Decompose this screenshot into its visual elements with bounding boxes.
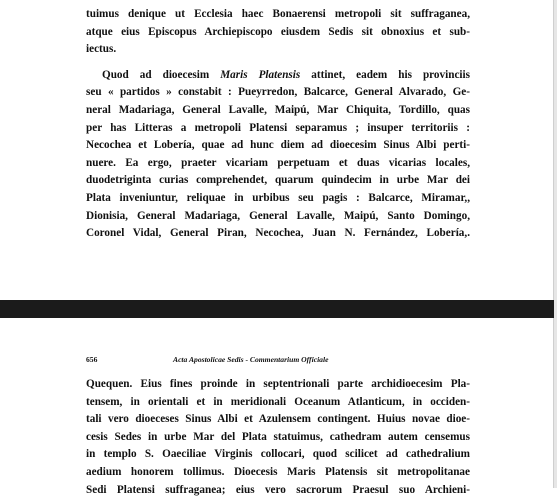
- italic-place-name: Maris Platensis: [220, 68, 301, 81]
- text-line: tensem, in orientali et in meridionali Oceanum Atlanticum, in occiden-: [86, 395, 470, 408]
- body-text-top: [86, 6, 470, 243]
- document-page-bottom: [0, 318, 554, 496]
- page-separator: [0, 300, 557, 318]
- paragraph-2: [86, 67, 470, 243]
- text-line: tuimus denique ut Ecclesia haec Bonaerensi metropoli sit suffraganea,: [86, 8, 470, 20]
- text-segment: attinet, eadem his provinciis: [300, 68, 470, 81]
- text-line: cesis Sedes in urbe Mar del Plata statuimus, cathedram autem censemus: [86, 430, 470, 443]
- text-line: Quequen. Eius fines proinde in septentrionali parte archidioecesim Pla-: [86, 378, 470, 390]
- text-line: Sedi Platensi suffraganea; eius vero sacrorum Praesul suo Archieni-: [86, 483, 470, 496]
- text-line: duodetriginta curias comprehendet, quarum quindecim in urbe Mar dei: [86, 174, 470, 187]
- text-line: nuere. Ea ergo, praeter vicariam perpetuam et duas vicarias locales,: [86, 156, 470, 169]
- text-segment: Quod ad dioecesim: [102, 68, 221, 81]
- text-line: Coronel Vidal, General Piran, Necochea, Juan N. Fernández, Lobería,.: [86, 227, 470, 240]
- text-line: Dionisia, General Madariaga, General Lavalle, Maipú, Santo Domingo,: [86, 209, 470, 222]
- text-line: Plata inveniuntur, reliquae in urbibus seu pagis : Balcarce, Miramar,,: [86, 191, 470, 204]
- text-line: neral Madariaga, General Lavalle, Maipú, Mar Chiquita, Tordillo, quas: [86, 103, 470, 116]
- text-line: tali vero dioeceses Sinus Albi et Azulensem contingent. Huius novae dioe-: [86, 413, 470, 426]
- body-text-bottom: [86, 376, 470, 499]
- text-line: aedium honorem tollimus. Dioecesis Maris Platensis sit metropolitanae: [86, 465, 470, 478]
- text-line: [86, 67, 470, 85]
- page-number: 656: [86, 355, 98, 364]
- text-line: iectus.: [86, 43, 117, 56]
- text-line: atque eius Episcopus Archiepiscopo eiusdem Sedis sit obnoxius et sub-: [86, 25, 470, 38]
- running-title: Acta Apostolicae Sedis - Commentarium Officiale: [173, 355, 329, 364]
- text-line: seu « partidos » constabit : Pueyrredon, Balcarce, General Alvarado, Ge-: [86, 86, 470, 99]
- text-line: per has Litteras a metropoli Platensi separamus ; insuper territoriis :: [86, 121, 470, 134]
- text-line: Necochea et Lobería, quae ad hunc diem ad dioecesim Sinus Albi perti-: [86, 139, 470, 152]
- text-line: in templo S. Oaeciliae Virginis collocari, quod scilicet ad cathedralium: [86, 448, 470, 461]
- paragraph-1: [86, 6, 470, 59]
